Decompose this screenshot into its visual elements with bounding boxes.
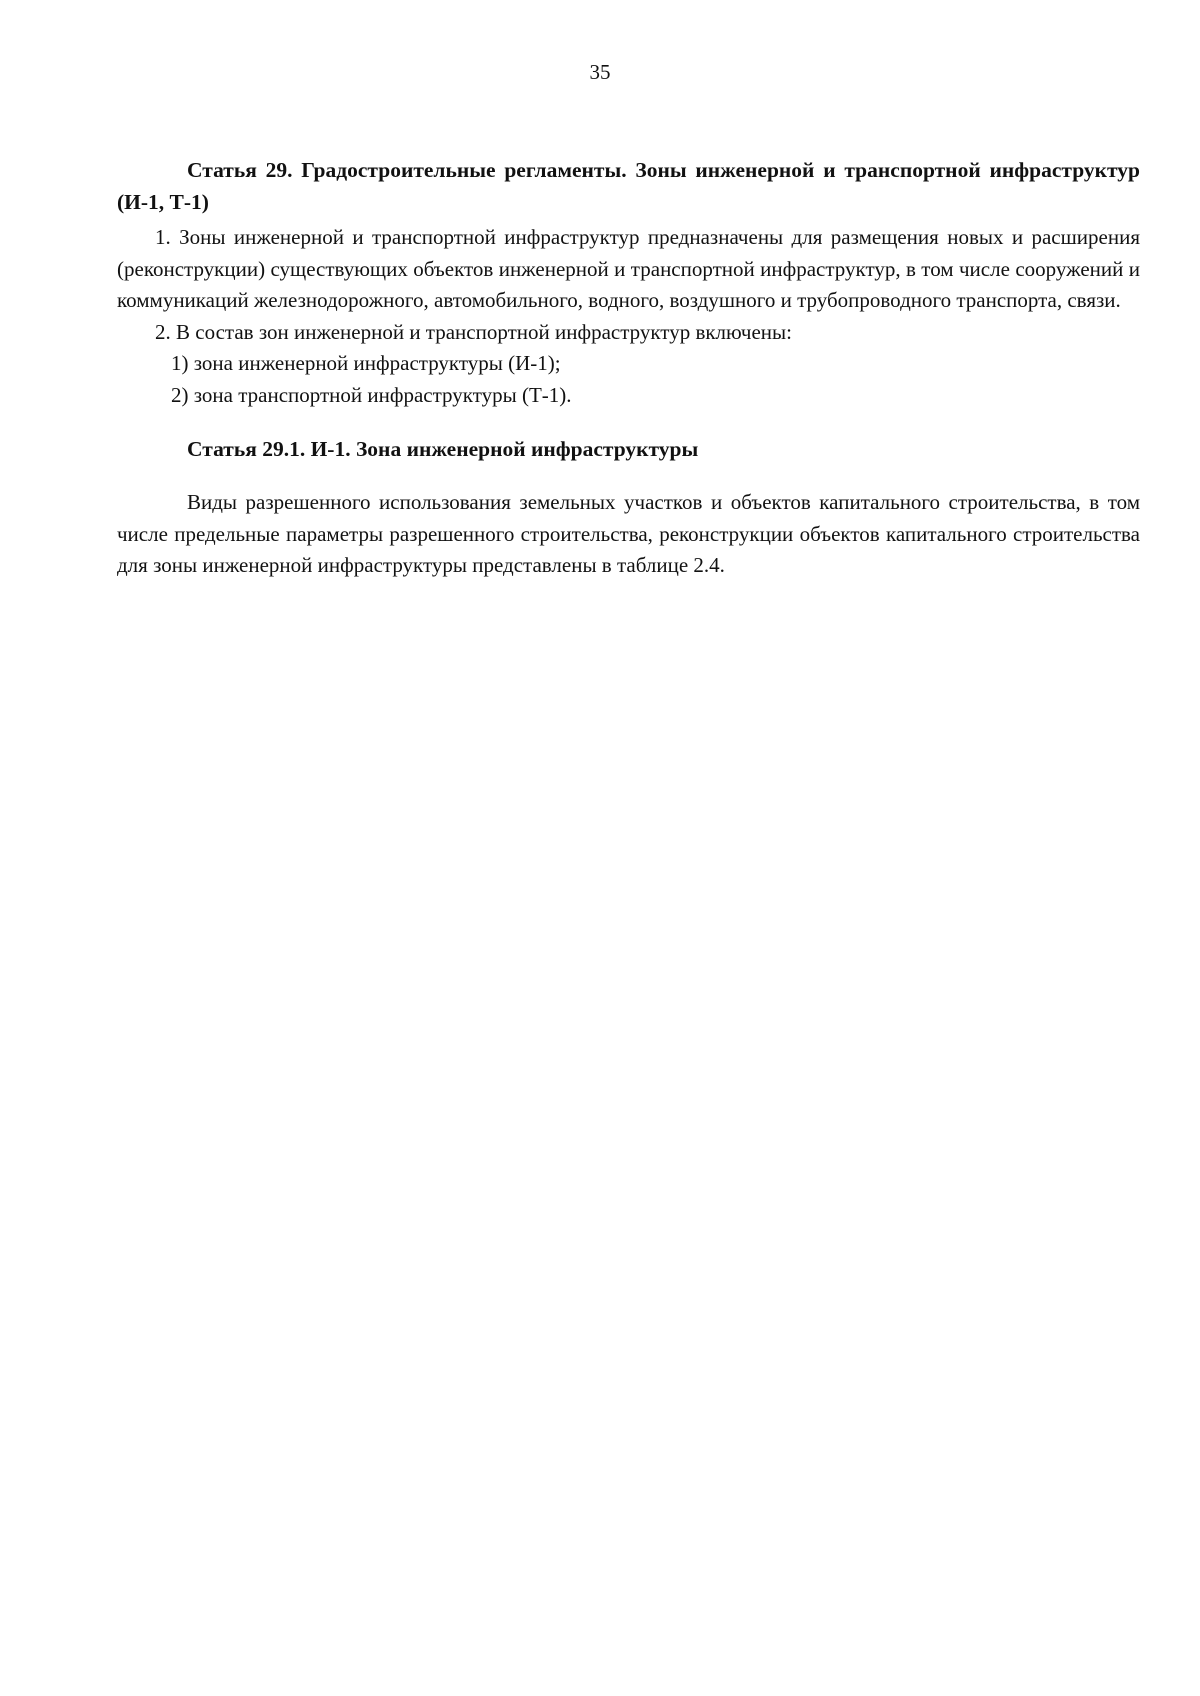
article-29-paragraph-2: 2. В состав зон инженерной и транспортной инфраструктур включены: [155, 319, 792, 344]
article-29-1-title: Статья 29.1. И-1. Зона инженерной инфраструктуры [187, 437, 699, 461]
zone-list-item: 1) зона инженерной инфраструктуры (И-1); [171, 351, 561, 375]
article-29-paragraph-1: 1. Зоны инженерной и транспортной инфраструктур предназначены для размещения новых и расширения (реконструкции) существующих объектов инженерной и транспортной инфраструктур, в том числе сооружений и коммуникаций железнодорожного, автомобильного, водного, воздушного и трубопроводного транспорта, связи. [117, 225, 1140, 312]
article-29-title: Статья 29. Градостроительные регламенты. Зоны инженерной и транспортной инфраструктур (И-1, Т-1) [117, 158, 1140, 214]
zone-list [117, 348, 1140, 411]
page-number: 35 [589, 60, 611, 84]
page-content [117, 154, 1140, 582]
zone-list-item: 2) зона транспортной инфраструктуры (Т-1). [171, 382, 572, 407]
article-29-1-body: Виды разрешенного использования земельных участков и объектов капитального строительства, в том числе предельные параметры разрешенного строительства, реконструкции объектов капитального строительства для зоны инженерной инфраструктуры представлены в таблице 2.4. [117, 490, 1140, 577]
